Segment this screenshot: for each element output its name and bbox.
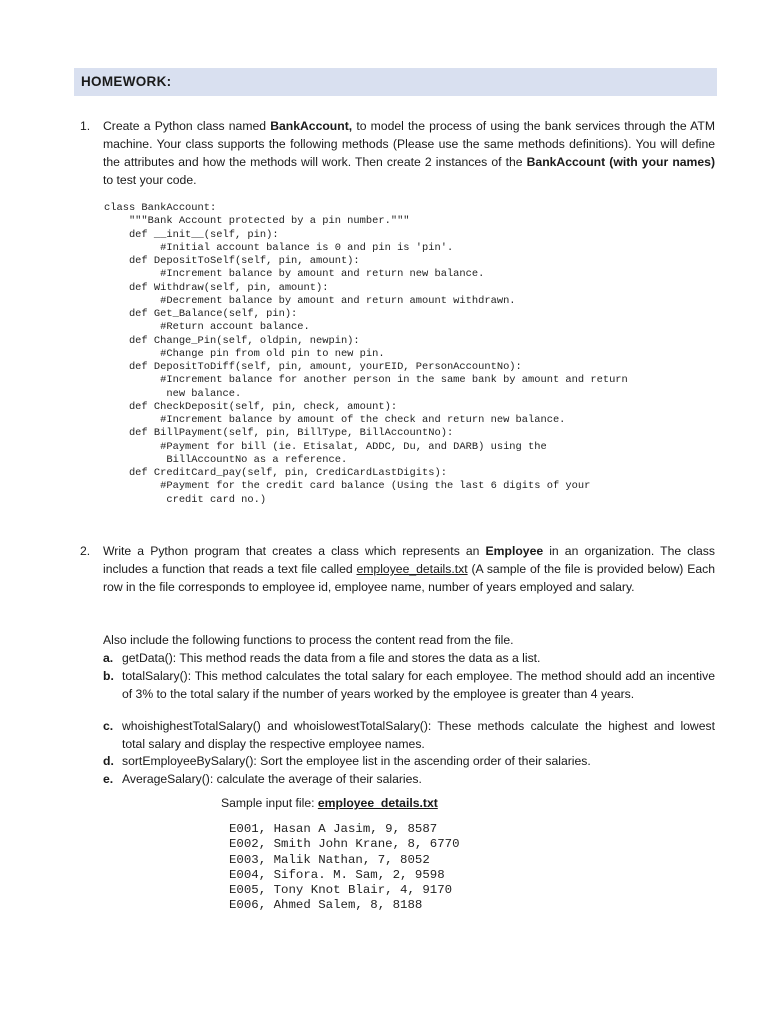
question-1 xyxy=(80,117,715,189)
item-label: d. xyxy=(103,754,114,768)
code-line: def CheckDeposit(self, pin, check, amount): xyxy=(104,400,398,413)
code-line: #Increment balance for another person in the same bank by amount and return xyxy=(104,374,628,387)
q2-text-2: in an organization. The class includes a function that reads a text file called xyxy=(103,544,715,576)
sample-row: E003, Malik Nathan, 7, 8052 xyxy=(229,852,430,867)
sample-row: E004, Sifora. M. Sam, 2, 9598 xyxy=(229,867,445,882)
sample-row: E006, Ahmed Salem, 8, 8188 xyxy=(229,898,423,913)
code-line: def CreditCard_pay(self, pin, CrediCardLastDigits): xyxy=(104,467,447,479)
code-line: #Payment for bill (ie. Etisalat, ADDC, Du, and DARB) using the xyxy=(104,440,547,453)
item-text: AverageSalary(): calculate the average of their salaries. xyxy=(122,772,422,786)
item-label: e. xyxy=(103,772,114,786)
code-line: class BankAccount: xyxy=(104,202,217,214)
question-2-number: 2. xyxy=(80,544,91,558)
item-label: c. xyxy=(103,719,114,733)
code-line: BillAccountNo as a reference. xyxy=(104,453,348,466)
q2-text-1: Write a Python program that creates a class which represents an xyxy=(103,544,486,558)
question-2 xyxy=(80,542,715,596)
q1-text-2: to model the process of using the bank services through the ATM machine. Your class supports the following methods (Please use the same methods definitions). You will define the attributes and how the methods will work. Then create 2 instances of the xyxy=(103,119,715,169)
homework-title: HOMEWORK: xyxy=(81,74,172,89)
list-item xyxy=(103,667,715,703)
item-text: getData(): This method reads the data from a file and stores the data as a list. xyxy=(122,651,541,665)
q1-text-1: Create a Python class named xyxy=(103,119,271,133)
code-line: #Increment balance by amount of the check and return new balance. xyxy=(104,414,566,426)
q1-text-4: to test your code. xyxy=(103,173,197,187)
list-item xyxy=(103,649,715,667)
code-line: def DepositToSelf(self, pin, amount): xyxy=(104,255,360,267)
sample-row: E002, Smith John Krane, 8, 6770 xyxy=(229,837,460,852)
code-line: new balance. xyxy=(104,387,242,400)
sample-row: E001, Hasan A Jasim, 9, 8587 xyxy=(229,822,438,836)
q1-bold-classname: BankAccount, xyxy=(270,119,353,133)
list-item xyxy=(103,752,715,770)
code-line: def Withdraw(self, pin, amount): xyxy=(104,281,329,294)
homework-header xyxy=(74,68,717,96)
code-line: def __init__(self, pin): xyxy=(104,228,279,241)
code-line: def BillPayment(self, pin, BillType, BillAccountNo): xyxy=(104,427,454,440)
code-line: def Change_Pin(self, oldpin, newpin): xyxy=(104,334,360,347)
code-line: #Change pin from old pin to new pin. xyxy=(104,347,385,360)
code-line: def Get_Balance(self, pin): xyxy=(104,308,298,320)
code-line: #Return account balance. xyxy=(104,321,310,334)
sample-filename: employee_details.txt xyxy=(317,796,438,810)
sample-row: E005, Tony Knot Blair, 4, 9170 xyxy=(229,883,453,898)
list-item xyxy=(103,770,715,788)
code-line: #Initial account balance is 0 and pin is 'pin'. xyxy=(104,241,454,254)
code-line: def DepositToDiff(self, pin, amount, yourEID, PersonAccountNo): xyxy=(104,361,522,373)
bankaccount-code-block xyxy=(104,202,628,507)
q2-text-3: (A sample of the file is provided below) Each row in the file corresponds to employee id, employee name, number of years employed and salary. xyxy=(103,562,715,594)
q2-bold-employee: Employee xyxy=(485,544,544,558)
code-line: #Payment for the credit card balance (Using the last 6 digits of your xyxy=(104,480,591,493)
q2-filename: employee_details.txt xyxy=(356,562,468,576)
item-text: whoishighestTotalSalary() and whoislowestTotalSalary(): These methods calculate the highest and lowest total salary and display the respective employee names. xyxy=(122,719,715,751)
item-text: totalSalary(): This method calculates the total salary for each employee. The method should add an incentive of 3% to the total salary if the number of years worked by the employee is greater than 4 years. xyxy=(122,669,715,701)
sample-input-rows xyxy=(229,822,460,914)
code-line: credit card no.) xyxy=(104,493,267,506)
item-text: sortEmployeeBySalary(): Sort the employee list in the ascending order of their salaries. xyxy=(122,754,591,768)
code-line: #Increment balance by amount and return new balance. xyxy=(104,268,485,281)
code-line: #Decrement balance by amount and return amount withdrawn. xyxy=(104,294,516,307)
sample-input-title xyxy=(221,794,438,812)
item-label: a. xyxy=(103,651,114,665)
sample-label: Sample input file: xyxy=(221,796,318,810)
question-1-number: 1. xyxy=(80,119,91,133)
code-line: """Bank Account protected by a pin number.""" xyxy=(104,215,410,228)
list-item xyxy=(103,717,715,753)
q2-also-include: Also include the following functions to process the content read from the file. xyxy=(103,633,514,647)
item-label: b. xyxy=(103,669,114,683)
q1-bold-classname-2: BankAccount xyxy=(526,155,606,169)
q1-bold-names: (with your names) xyxy=(609,155,715,169)
